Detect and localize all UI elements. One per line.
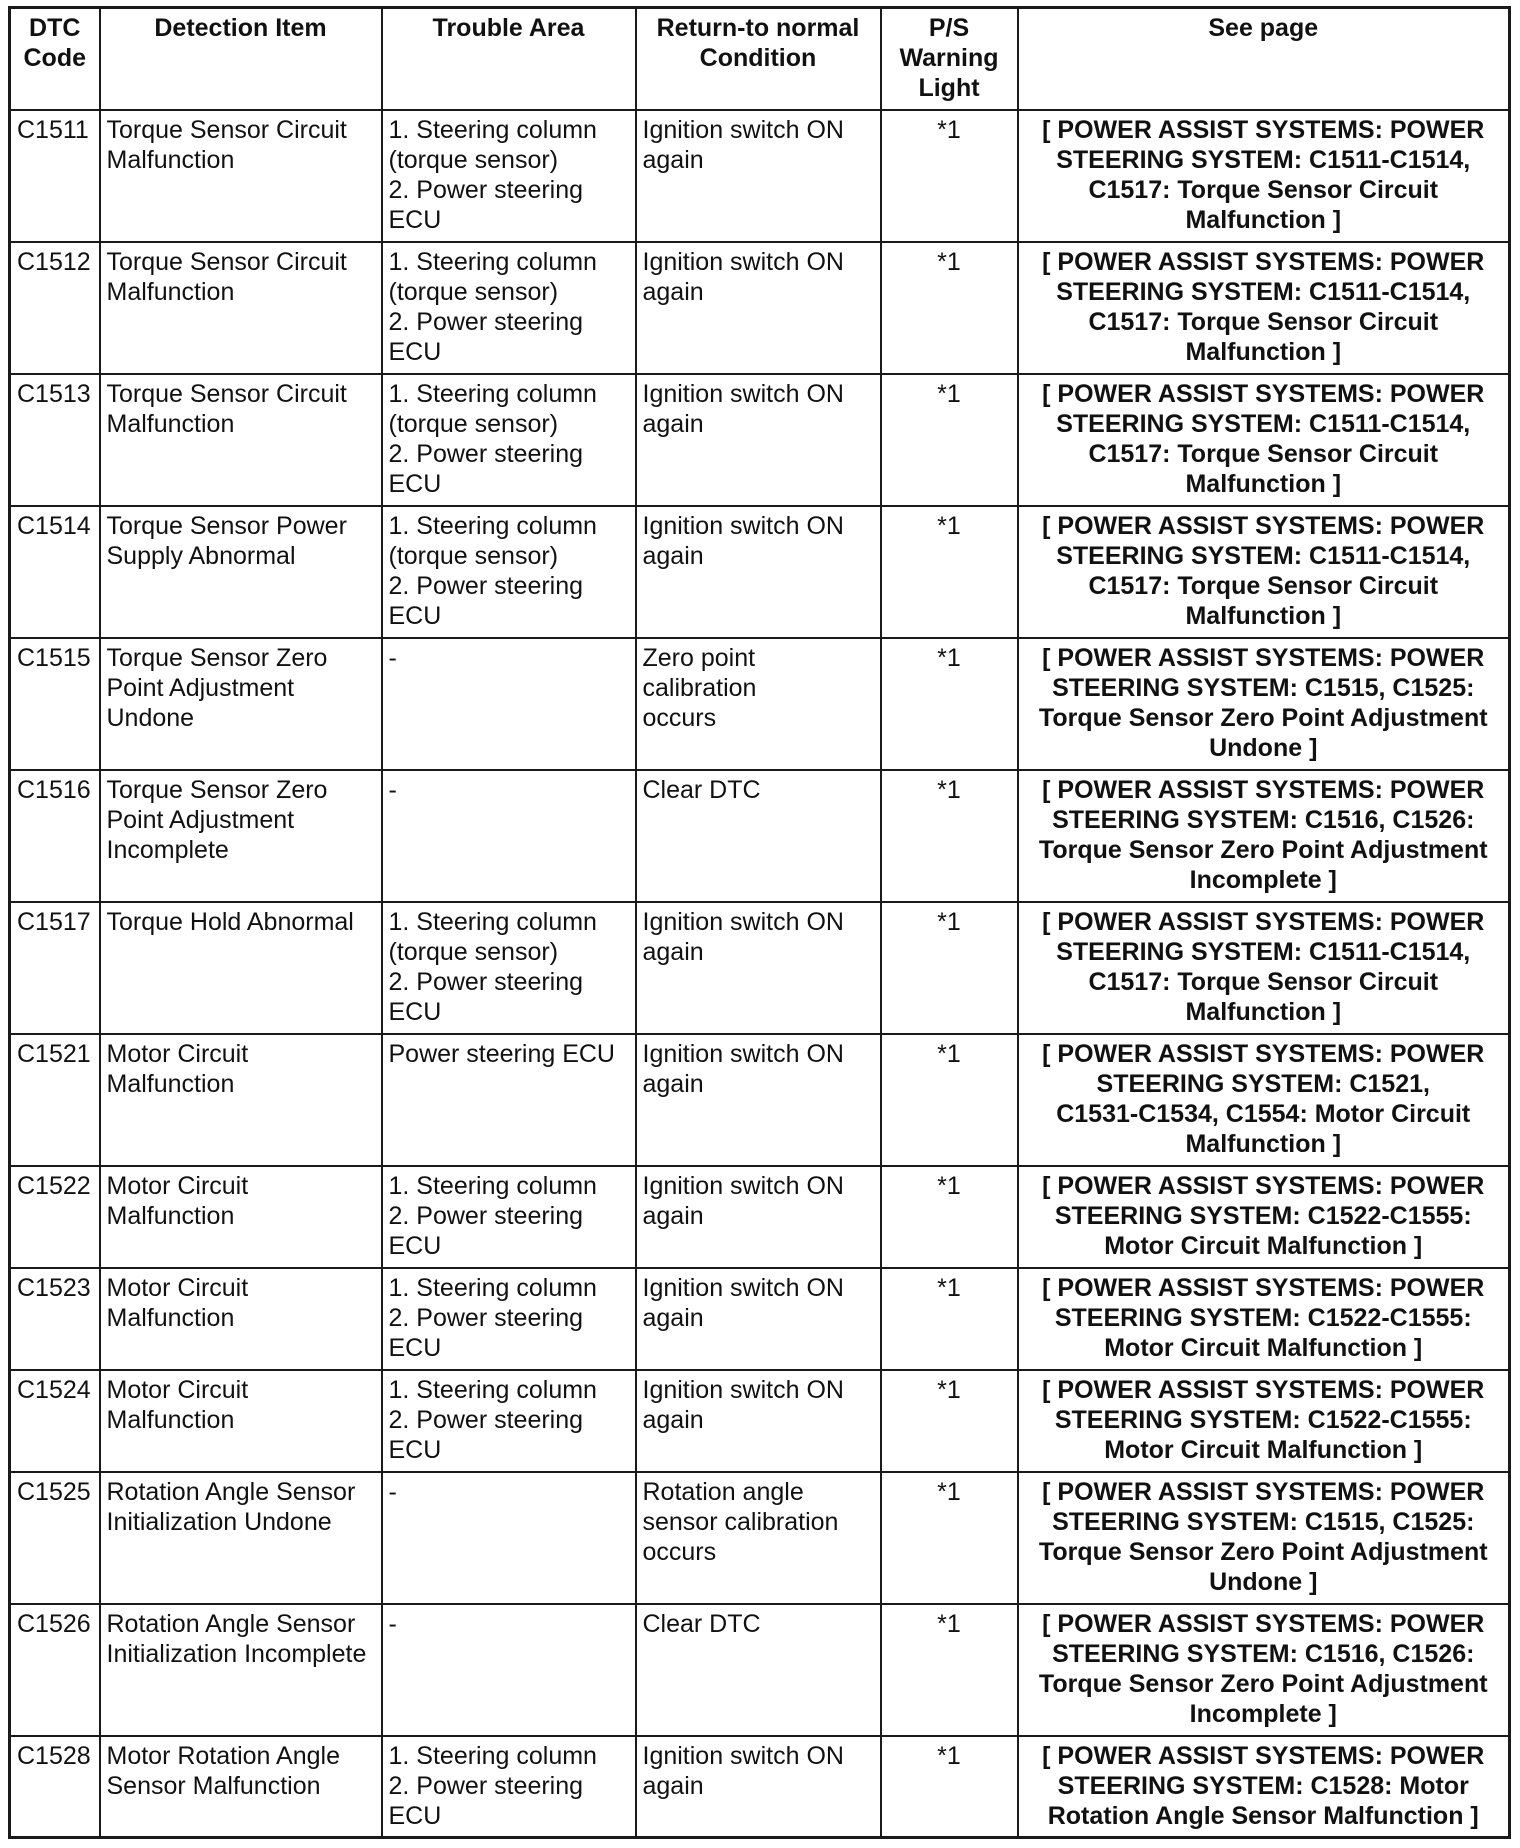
ps-warning-light-cell: *1: [881, 1268, 1018, 1370]
trouble-area-cell: 1. Steering column 2. Power steering ECU: [382, 1370, 636, 1472]
return-condition-cell: Rotation angle sensor calibration occurs: [636, 1472, 881, 1604]
detection-item-cell: Torque Sensor Circuit Malfunction: [100, 242, 382, 374]
see-page-link[interactable]: [ POWER ASSIST SYSTEMS: POWER STEERING SYSTEM: C1515, C1525: Torque Sensor Zero Point Adjustment Undone ]: [1018, 638, 1510, 770]
header-dtc-code: DTC Code: [10, 8, 100, 110]
return-condition-cell: Ignition switch ON again: [636, 902, 881, 1034]
dtc-code-cell: [10, 1268, 100, 1370]
ps-warning-light-cell: *1: [881, 506, 1018, 638]
see-page-link[interactable]: [ POWER ASSIST SYSTEMS: POWER STEERING SYSTEM: C1511-C1514, C1517: Torque Sensor Circuit Malfunction ]: [1018, 242, 1510, 374]
dtc-code-cell: [10, 1166, 100, 1268]
dtc-code: C1512: [17, 247, 91, 276]
dtc-code: C1523: [17, 1273, 91, 1302]
detection-item-cell: Torque Sensor Circuit Malfunction: [100, 110, 382, 242]
detection-item-cell: Motor Circuit Malfunction: [100, 1166, 382, 1268]
trouble-area-cell: -: [382, 1472, 636, 1604]
ps-warning-light-cell: *1: [881, 902, 1018, 1034]
dtc-code: C1517: [17, 907, 91, 936]
trouble-area-cell: 1. Steering column (torque sensor) 2. Power steering ECU: [382, 110, 636, 242]
header-trouble-area: Trouble Area: [382, 8, 636, 110]
trouble-area-cell: 1. Steering column (torque sensor) 2. Power steering ECU: [382, 374, 636, 506]
dtc-code: C1516: [17, 775, 91, 804]
dtc-code: C1526: [17, 1609, 91, 1638]
see-page-link[interactable]: [ POWER ASSIST SYSTEMS: POWER STEERING SYSTEM: C1516, C1526: Torque Sensor Zero Point Adjustment Incomplete ]: [1018, 770, 1510, 902]
dtc-code: C1511: [17, 115, 89, 144]
ps-warning-light-cell: *1: [881, 242, 1018, 374]
trouble-area-cell: 1. Steering column (torque sensor) 2. Power steering ECU: [382, 242, 636, 374]
dtc-code-cell: [10, 638, 100, 770]
header-ps-warning-light: P/S Warning Light: [881, 8, 1018, 110]
trouble-area-cell: Power steering ECU: [382, 1034, 636, 1166]
table-body: [10, 110, 1510, 1838]
dtc-code-cell: [10, 1736, 100, 1838]
detection-item-cell: Torque Hold Abnormal: [100, 902, 382, 1034]
return-condition-cell: Zero point calibration occurs: [636, 638, 881, 770]
table-row: [10, 1736, 1510, 1838]
header-see-page: See page: [1018, 8, 1510, 110]
ps-warning-light-cell: *1: [881, 1370, 1018, 1472]
dtc-code: C1515: [17, 643, 91, 672]
see-page-link[interactable]: [ POWER ASSIST SYSTEMS: POWER STEERING SYSTEM: C1522-C1555: Motor Circuit Malfunction ]: [1018, 1268, 1510, 1370]
trouble-area-cell: -: [382, 638, 636, 770]
dtc-code-cell: [10, 902, 100, 1034]
return-condition-cell: Ignition switch ON again: [636, 1370, 881, 1472]
trouble-area-cell: 1. Steering column 2. Power steering ECU: [382, 1736, 636, 1838]
dtc-code-cell: [10, 1604, 100, 1736]
table-row: [10, 1604, 1510, 1736]
dtc-code-cell: [10, 506, 100, 638]
table-row: [10, 242, 1510, 374]
detection-item-cell: Torque Sensor Circuit Malfunction: [100, 374, 382, 506]
header-detection-item: Detection Item: [100, 8, 382, 110]
ps-warning-light-cell: *1: [881, 1604, 1018, 1736]
table-row: [10, 1166, 1510, 1268]
table-row: [10, 1472, 1510, 1604]
detection-item-cell: Motor Rotation Angle Sensor Malfunction: [100, 1736, 382, 1838]
ps-warning-light-cell: *1: [881, 374, 1018, 506]
detection-item-cell: Torque Sensor Power Supply Abnormal: [100, 506, 382, 638]
detection-item-cell: Motor Circuit Malfunction: [100, 1268, 382, 1370]
ps-warning-light-cell: *1: [881, 638, 1018, 770]
dtc-code: C1514: [17, 511, 91, 540]
dtc-code-cell: [10, 242, 100, 374]
dtc-code-cell: [10, 374, 100, 506]
detection-item-cell: Rotation Angle Sensor Initialization Incomplete: [100, 1604, 382, 1736]
return-condition-cell: Ignition switch ON again: [636, 1268, 881, 1370]
detection-item-cell: Rotation Angle Sensor Initialization Undone: [100, 1472, 382, 1604]
see-page-link[interactable]: [ POWER ASSIST SYSTEMS: POWER STEERING SYSTEM: C1511-C1514, C1517: Torque Sensor Circuit Malfunction ]: [1018, 902, 1510, 1034]
table-row: [10, 506, 1510, 638]
see-page-link[interactable]: [ POWER ASSIST SYSTEMS: POWER STEERING SYSTEM: C1511-C1514, C1517: Torque Sensor Circuit Malfunction ]: [1018, 506, 1510, 638]
dtc-table: [8, 6, 1511, 1839]
dtc-code: C1522: [17, 1171, 91, 1200]
table-row: [10, 110, 1510, 242]
dtc-code-cell: [10, 1472, 100, 1604]
dtc-code: C1524: [17, 1375, 91, 1404]
return-condition-cell: Ignition switch ON again: [636, 1736, 881, 1838]
detection-item-cell: Motor Circuit Malfunction: [100, 1370, 382, 1472]
return-condition-cell: Clear DTC: [636, 770, 881, 902]
see-page-link[interactable]: [ POWER ASSIST SYSTEMS: POWER STEERING SYSTEM: C1521, C1531-C1534, C1554: Motor Circuit Malfunction ]: [1018, 1034, 1510, 1166]
trouble-area-cell: 1. Steering column 2. Power steering ECU: [382, 1166, 636, 1268]
see-page-link[interactable]: [ POWER ASSIST SYSTEMS: POWER STEERING SYSTEM: C1522-C1555: Motor Circuit Malfunction ]: [1018, 1370, 1510, 1472]
ps-warning-light-cell: *1: [881, 110, 1018, 242]
ps-warning-light-cell: *1: [881, 1166, 1018, 1268]
see-page-link[interactable]: [ POWER ASSIST SYSTEMS: POWER STEERING SYSTEM: C1516, C1526: Torque Sensor Zero Point Adjustment Incomplete ]: [1018, 1604, 1510, 1736]
dtc-code-cell: [10, 770, 100, 902]
return-condition-cell: Ignition switch ON again: [636, 506, 881, 638]
see-page-link[interactable]: [ POWER ASSIST SYSTEMS: POWER STEERING SYSTEM: C1515, C1525: Torque Sensor Zero Point Adjustment Undone ]: [1018, 1472, 1510, 1604]
header-return-condition: Return-to normal Condition: [636, 8, 881, 110]
see-page-link[interactable]: [ POWER ASSIST SYSTEMS: POWER STEERING SYSTEM: C1511-C1514, C1517: Torque Sensor Circuit Malfunction ]: [1018, 110, 1510, 242]
trouble-area-cell: 1. Steering column (torque sensor) 2. Power steering ECU: [382, 902, 636, 1034]
dtc-code-cell: [10, 1034, 100, 1166]
dtc-code-cell: [10, 110, 100, 242]
ps-warning-light-cell: *1: [881, 1736, 1018, 1838]
dtc-code: C1521: [17, 1039, 91, 1068]
see-page-link[interactable]: [ POWER ASSIST SYSTEMS: POWER STEERING SYSTEM: C1511-C1514, C1517: Torque Sensor Circuit Malfunction ]: [1018, 374, 1510, 506]
return-condition-cell: Ignition switch ON again: [636, 242, 881, 374]
dtc-code: C1528: [17, 1741, 91, 1770]
table-row: [10, 902, 1510, 1034]
table-row: [10, 1268, 1510, 1370]
return-condition-cell: Ignition switch ON again: [636, 374, 881, 506]
table-row: [10, 374, 1510, 506]
detection-item-cell: Torque Sensor Zero Point Adjustment Undone: [100, 638, 382, 770]
detection-item-cell: Motor Circuit Malfunction: [100, 1034, 382, 1166]
see-page-link[interactable]: [ POWER ASSIST SYSTEMS: POWER STEERING SYSTEM: C1522-C1555: Motor Circuit Malfunction ]: [1018, 1166, 1510, 1268]
trouble-area-cell: -: [382, 1604, 636, 1736]
return-condition-cell: Ignition switch ON again: [636, 1034, 881, 1166]
return-condition-cell: Ignition switch ON again: [636, 110, 881, 242]
table-row: [10, 1034, 1510, 1166]
detection-item-cell: Torque Sensor Zero Point Adjustment Incomplete: [100, 770, 382, 902]
dtc-code: C1513: [17, 379, 91, 408]
dtc-code-cell: [10, 1370, 100, 1472]
return-condition-cell: Ignition switch ON again: [636, 1166, 881, 1268]
trouble-area-cell: 1. Steering column 2. Power steering ECU: [382, 1268, 636, 1370]
trouble-area-cell: 1. Steering column (torque sensor) 2. Power steering ECU: [382, 506, 636, 638]
table-row: [10, 1370, 1510, 1472]
trouble-area-cell: -: [382, 770, 636, 902]
header-row: [10, 8, 1510, 110]
ps-warning-light-cell: *1: [881, 1472, 1018, 1604]
ps-warning-light-cell: *1: [881, 1034, 1018, 1166]
table-row: [10, 638, 1510, 770]
see-page-link[interactable]: [ POWER ASSIST SYSTEMS: POWER STEERING SYSTEM: C1528: Motor Rotation Angle Sensor Malfunction ]: [1018, 1736, 1510, 1838]
return-condition-cell: Clear DTC: [636, 1604, 881, 1736]
ps-warning-light-cell: *1: [881, 770, 1018, 902]
table-row: [10, 770, 1510, 902]
dtc-code: C1525: [17, 1477, 91, 1506]
